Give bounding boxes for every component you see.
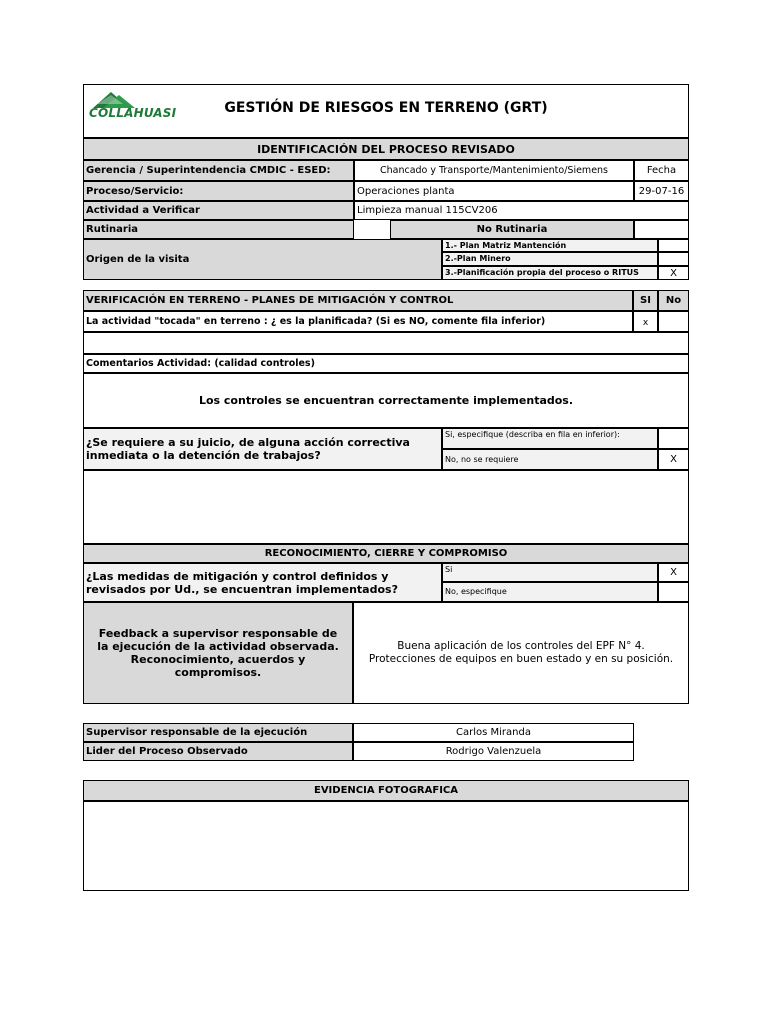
supervisor-value: Carlos Miranda <box>353 723 634 742</box>
verif-si-mark: x <box>633 311 658 332</box>
actividad-value: Limpieza manual 115CV206 <box>354 201 689 220</box>
evidence-header: EVIDENCIA FOTOGRAFICA <box>83 780 689 801</box>
lider-value: Rodrigo Valenzuela <box>353 742 634 761</box>
origen-mark-2 <box>658 252 689 266</box>
collahuasi-logo <box>89 90 189 122</box>
fecha-value: 29-07-16 <box>634 181 689 201</box>
rutinaria-check <box>354 220 390 239</box>
origen-mark-3: X <box>658 266 689 280</box>
proceso-value: Operaciones planta <box>354 181 634 201</box>
comments-label: Comentarios Actividad: (calidad controles) <box>83 354 689 373</box>
action-option-1: Si, especifique (describa en fila en inferior): <box>442 428 658 449</box>
feedback-line-1: Buena aplicación de los controles del EPF N° 4. <box>397 640 645 652</box>
actividad-label: Actividad a Verificar <box>83 201 354 220</box>
origen-mark-1 <box>658 239 689 252</box>
recon-option-2: No, especifique <box>442 582 658 602</box>
rutinaria-label: Rutinaria <box>83 220 354 239</box>
origen-option-2: 2.-Plan Minero <box>442 252 658 266</box>
action-question: ¿Se requiere a su juicio, de alguna acción correctiva inmediata o la detención de trabajos? <box>83 428 442 470</box>
verif-si-header: SI <box>633 290 658 311</box>
comments-text: Los controles se encuentran correctamente implementados. <box>83 373 689 428</box>
gerencia-label: Gerencia / Superintendencia CMDIC - ESED: <box>83 160 354 181</box>
origen-label: Origen de la visita <box>83 239 442 280</box>
gerencia-value: Chancado y Transporte/Mantenimiento/Siemens <box>354 160 634 181</box>
ident-header: IDENTIFICACIÓN DEL PROCESO REVISADO <box>83 138 689 160</box>
verif-header: VERIFICACIÓN EN TERRENO - PLANES DE MITIGACIÓN Y CONTROL <box>83 290 633 311</box>
action-option-2: No, no se requiere <box>442 449 658 470</box>
verif-no-header: No <box>658 290 689 311</box>
no-rutinaria-label: No Rutinaria <box>390 220 634 239</box>
verif-comment-row <box>83 332 689 354</box>
fecha-label: Fecha <box>634 160 689 181</box>
action-mark-2: X <box>658 449 689 470</box>
feedback-label: Feedback a supervisor responsable de la ejecución de la actividad observada. Reconocimiento, acuerdos y compromisos. <box>83 602 353 704</box>
feedback-text <box>353 602 689 704</box>
origen-option-1: 1.- Plan Matriz Mantención <box>442 239 658 252</box>
recon-question: ¿Las medidas de mitigación y control definidos y revisados por Ud., se encuentran implementados? <box>83 563 442 602</box>
proceso-label: Proceso/Servicio: <box>83 181 354 201</box>
recon-header: RECONOCIMIENTO, CIERRE Y COMPROMISO <box>83 544 689 563</box>
verif-no-mark <box>658 311 689 332</box>
recon-mark-2 <box>658 582 689 602</box>
feedback-line-2: Protecciones de equipos en buen estado y en su posición. <box>368 653 674 665</box>
recon-mark-1: X <box>658 563 689 582</box>
logo-text: COLLAHUASI <box>89 106 177 120</box>
no-rutinaria-check <box>634 220 689 239</box>
origen-option-3: 3.-Planificación propia del proceso o RITUS <box>442 266 658 280</box>
action-mark-1 <box>658 428 689 449</box>
verif-question: La actividad "tocada" en terreno : ¿ es la planificada? (Si es NO, comente fila inferior) <box>83 311 633 332</box>
action-detail-area <box>83 470 689 544</box>
evidence-photo-area <box>83 801 689 891</box>
lider-label: Lider del Proceso Observado <box>83 742 353 761</box>
page-title: GESTIÓN DE RIESGOS EN TERRENO (GRT) <box>224 100 548 116</box>
recon-option-1: Si <box>442 563 658 582</box>
supervisor-label: Supervisor responsable de la ejecución <box>83 723 353 742</box>
